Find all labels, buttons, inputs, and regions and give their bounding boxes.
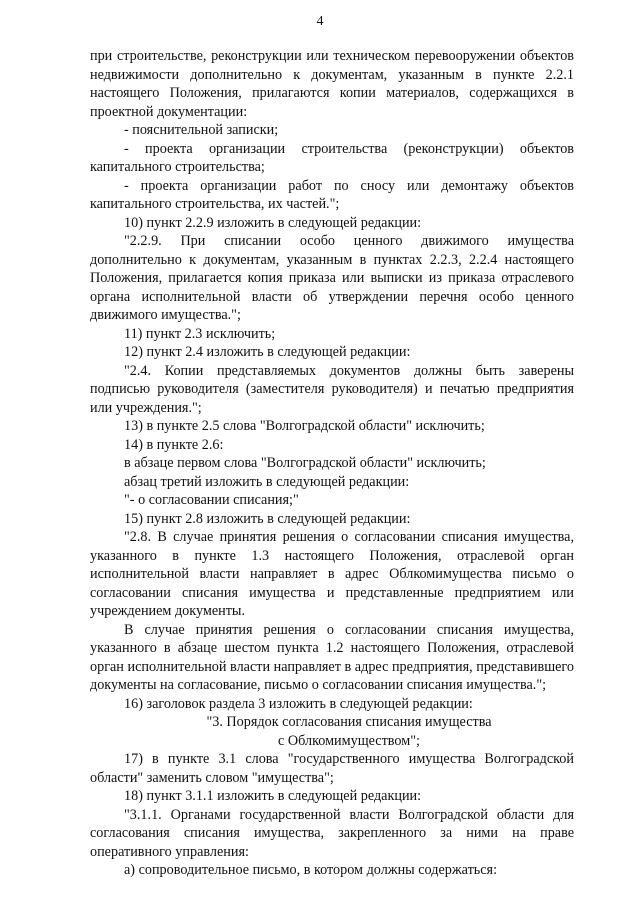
document-body [90,47,574,880]
page-number: 4 [316,14,324,29]
amendment-11: 11) пункт 2.3 исключить; [124,325,276,342]
amendment-18: 18) пункт 3.1.1 изложить в следующей редакции: [124,788,422,804]
amendment-15: 15) пункт 2.8 изложить в следующей редакции: [124,510,411,527]
clause-2-4: "2.4. Копии представляемых документов должны быть заверены подписью руководителя (заместителя руководителя) и печатью предприятия или учреждения."; [90,362,574,416]
amendment-10: 10) пункт 2.2.9 изложить в следующей редакции: [124,214,422,231]
amendment-13: 13) в пункте 2.5 слова "Волгоградской области" исключить; [124,418,485,434]
amendment-14-third-paragraph: абзац третий изложить в следующей редакции: [124,473,410,490]
section-3-heading-line-1: "3. Порядок согласования списания имущества [206,714,492,730]
list-item-construction-project: - проекта организации строительства (реконструкции) объектов капитального строительства; [90,140,574,175]
clause-2-2-9: "2.2.9. При списании особо ценного движимого имущества дополнительно к документам, указанным в пунктах 2.2.3, 2.2.4 настоящего Положения, прилагается копия приказа или выписки из приказа отраслевого органа исполнительной власти об утверждении перечня особо ценного движимого имущества."; [90,233,574,323]
clause-2-8-part-2: В случае принятия решения о согласовании списания имущества, указанного в абзаце шестом пункта 1.2 настоящего Положения, отраслевой орган исполнительной власти направляет в адрес предприятия, представившего документы на согласование, письмо о согласовании списания имущества."; [90,621,574,693]
amendment-14-first-paragraph: в абзаце первом слова "Волгоградской области" исключить; [124,455,486,471]
section-3-heading-line-2: с Облкомимуществом"; [278,732,420,749]
list-item-explanatory-note: - пояснительной записки; [124,122,279,138]
clause-2-8-part-1: "2.8. В случае принятия решения о согласовании списания имущества, указанного в пункте 1.3 настоящего Положения, отраслевой орган исполнительной власти направляет в адрес Облкомимущества письмо о согласовании списания имущества и представленные предприятием или учреждением документы. [90,529,574,619]
list-item-demolition-project: - проекта организации работ по сносу или демонтажу объектов капитального строительства, их частей."; [90,177,574,212]
amendment-16: 16) заголовок раздела 3 изложить в следующей редакции: [124,695,473,712]
clause-3-1-1: "3.1.1. Органами государственной власти Волгоградской области для согласования списания имущества, закрепленного за ними на праве оперативного управления: [90,806,574,860]
amendment-14: 14) в пункте 2.6: [124,436,224,453]
amendment-12: 12) пункт 2.4 изложить в следующей редакции: [124,344,411,360]
amendment-14-new-text: "- о согласовании списания;" [124,492,299,508]
paragraph-project-docs-intro: при строительстве, реконструкции или техническом перевооружении объектов недвижимости дополнительно к документам, указанным в пункте 2.2.1 настоящего Положения, прилагаются копии материалов, содержащихся в проектной документации: [90,48,574,120]
amendment-17: 17) в пункте 3.1 слова "государственного имущества Волгоградской области" заменить словом "имущества"; [90,751,574,786]
clause-3-1-1-item-a: а) сопроводительное письмо, в котором должны содержаться: [124,862,498,878]
